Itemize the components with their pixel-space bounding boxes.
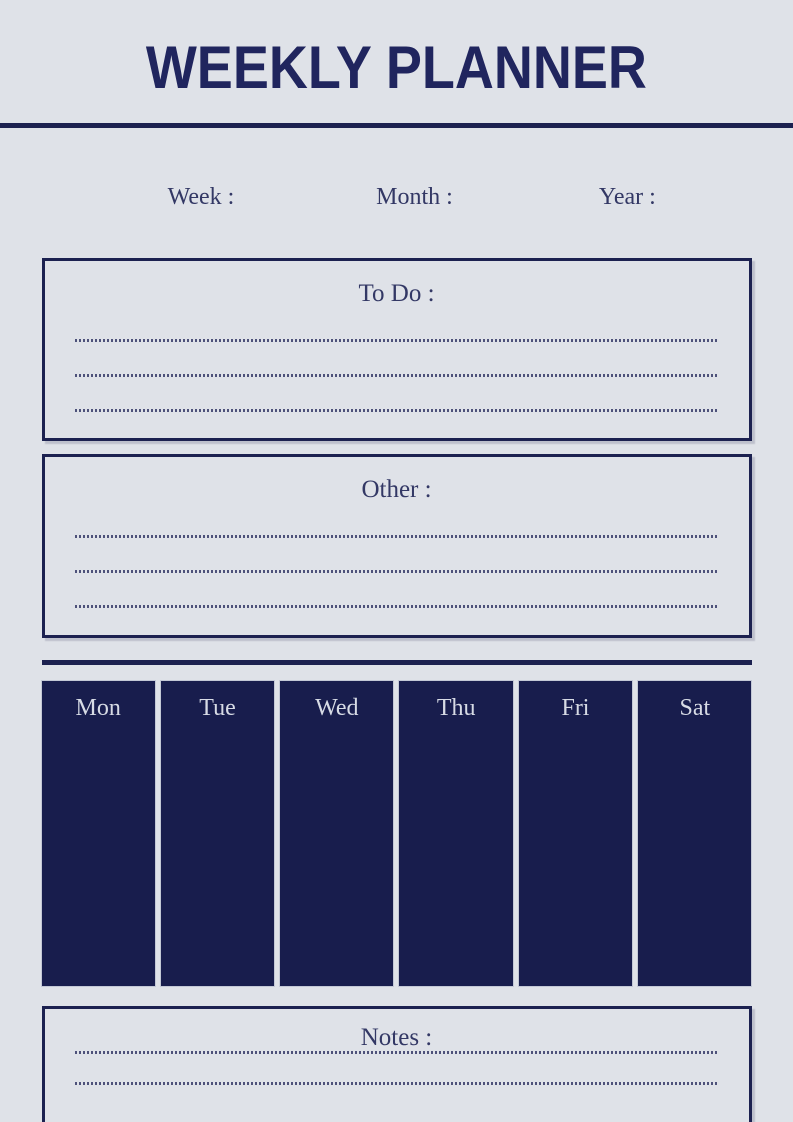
other-section	[42, 454, 752, 638]
notes-writing-line-1[interactable]	[75, 1051, 719, 1054]
day-column-sat[interactable]	[638, 681, 751, 986]
day-column-wed[interactable]	[280, 681, 393, 986]
month-field[interactable]	[290, 158, 503, 236]
year-field[interactable]	[503, 158, 716, 236]
notes-section	[42, 1006, 752, 1122]
day-column-fri[interactable]	[519, 681, 632, 986]
todo-writing-line-3[interactable]	[75, 409, 719, 412]
header-rule	[0, 123, 793, 128]
day-column-thu[interactable]	[399, 681, 512, 986]
year-field-label: Year :	[598, 184, 656, 210]
week-field[interactable]	[77, 158, 290, 236]
days-row	[42, 681, 752, 986]
month-field-label: Month :	[376, 184, 453, 210]
page-title	[0, 0, 793, 100]
other-writing-line-1[interactable]	[75, 535, 719, 538]
day-column-mon[interactable]	[42, 681, 155, 986]
day-label-sat: Sat	[679, 695, 711, 721]
notes-writing-line-2[interactable]	[75, 1082, 719, 1085]
todo-section-title: To Do :	[358, 280, 435, 307]
week-field-label: Week :	[167, 184, 235, 210]
other-writing-line-2[interactable]	[75, 570, 719, 573]
day-label-thu: Thu	[436, 695, 476, 721]
notes-section-title: Notes :	[360, 1024, 433, 1051]
page-title-text: WEEKLY PLANNER	[145, 34, 648, 101]
other-writing-line-3[interactable]	[75, 605, 719, 608]
day-label-mon: Mon	[75, 695, 121, 721]
day-label-fri: Fri	[561, 695, 590, 721]
todo-writing-line-2[interactable]	[75, 374, 719, 377]
section-divider	[42, 660, 752, 665]
todo-section	[42, 258, 752, 441]
day-column-tue[interactable]	[161, 681, 274, 986]
other-section-title: Other :	[361, 476, 432, 503]
day-label-wed: Wed	[315, 695, 359, 721]
date-fields-row	[77, 158, 717, 236]
todo-writing-line-1[interactable]	[75, 339, 719, 342]
day-label-tue: Tue	[199, 695, 236, 721]
